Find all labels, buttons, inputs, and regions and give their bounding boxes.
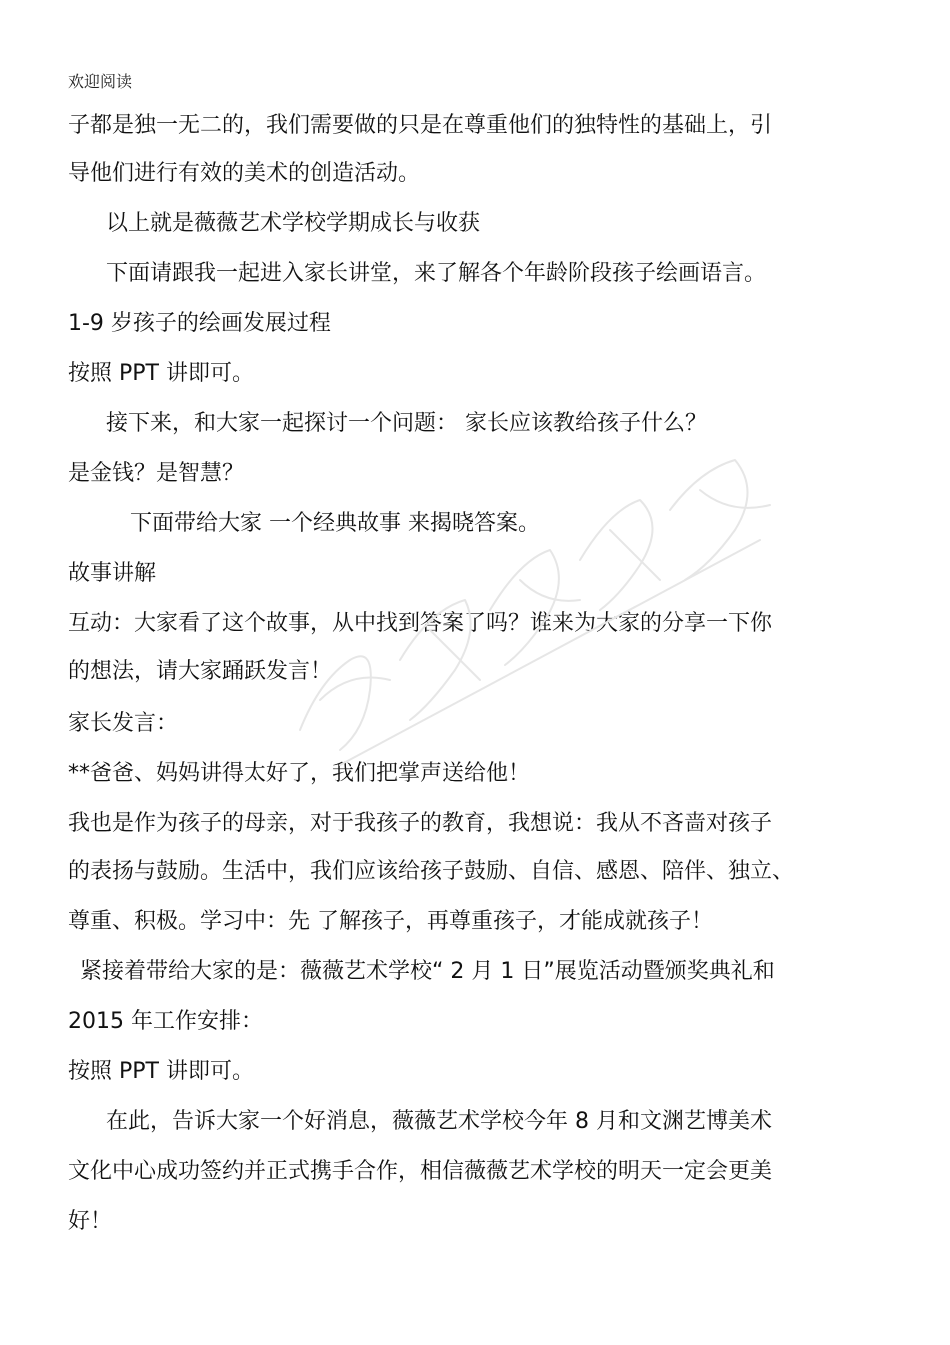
paragraph-line: 互动：大家看了这个故事，从中找到答案了吗？谁来为大家的分享一下你 <box>68 611 773 636</box>
page-header: 欢迎阅读 <box>68 72 133 91</box>
paragraph-line: 在此，告诉大家一个好消息，薇薇艺术学校今年 8 月和文渊艺博美术 <box>106 1109 772 1134</box>
paragraph-line: 2015 年工作安排： <box>68 1009 263 1034</box>
paragraph-line: 紧接着带给大家的是：薇薇艺术学校“ 2 月 1 日”展览活动暨颁奖典礼和 <box>80 959 775 984</box>
section-heading: 故事讲解 <box>68 561 157 586</box>
paragraph-line: **爸爸、妈妈讲得太好了，我们把掌声送给他！ <box>68 761 531 786</box>
paragraph-line: 我也是作为孩子的母亲，对于我孩子的教育，我想说：我从不吝啬对孩子 <box>68 811 773 836</box>
paragraph-line: 导他们进行有效的美术的创造活动。 <box>68 161 421 186</box>
paragraph-line: 下面请跟我一起进入家长讲堂，来了解各个年龄阶段孩子绘画语言。 <box>106 261 767 286</box>
section-heading: 家长发言： <box>68 711 179 736</box>
section-heading: 1-9 岁孩子的绘画发展过程 <box>68 311 331 336</box>
paragraph-line: 的表扬与鼓励。生活中，我们应该给孩子鼓励、自信、感恩、陪伴、独立、 <box>68 859 795 884</box>
paragraph-line: 下面带给大家 一个经典故事 来揭晓答案。 <box>130 511 540 536</box>
paragraph-line: 以上就是薇薇艺术学校学期成长与收获 <box>106 211 481 236</box>
paragraph-line: 尊重、积极。学习中：先 了解孩子，再尊重孩子，才能成就孩子！ <box>68 909 713 934</box>
paragraph-line: 按照 PPT 讲即可。 <box>68 1059 254 1084</box>
paragraph-line: 是金钱？是智慧？ <box>68 461 245 486</box>
paragraph-line: 子都是独一无二的，我们需要做的只是在尊重他们的独特性的基础上，引 <box>68 113 773 138</box>
paragraph-line: 好！ <box>68 1209 113 1234</box>
paragraph-line: 接下来，和大家一起探讨一个问题： 家长应该教给孩子什么？ <box>106 411 707 436</box>
paragraph-line: 的想法，请大家踊跃发言！ <box>68 659 333 684</box>
paragraph-line: 文化中心成功签约并正式携手合作，相信薇薇艺术学校的明天一定会更美 <box>68 1159 773 1184</box>
paragraph-line: 按照 PPT 讲即可。 <box>68 361 254 386</box>
